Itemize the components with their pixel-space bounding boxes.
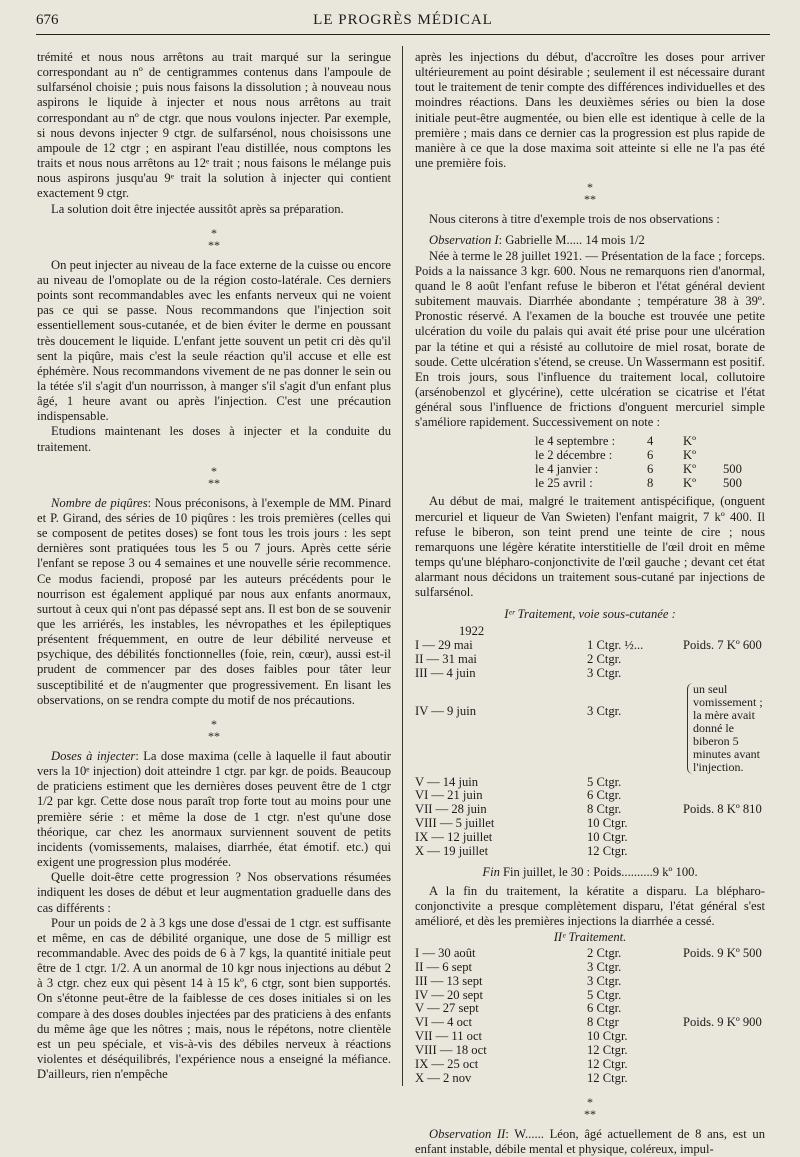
table-row: VI — 4 oct 8 Ctgr Poids. 9 Kº 900 [415, 1016, 762, 1030]
table-row: III — 4 juin 3 Ctgr. [415, 666, 622, 680]
table-row: X — 2 nov 12 Ctgr. [415, 1071, 628, 1085]
paragraph: après les injections du début, d'accroître les doses pour arriver ultérieurement au point désirable ; seulement il est nécessaire durant tout le traitement de tenir compte des différences individuelles et des moindres réactions. Dans les deuxièmes séries ou bien la dose initiale peut-être augmentée, ou bien elle est identique à celle de la première ; mais dans ce dernier cas la progression est plus rapide de manière à ce que la dose maxima soit atteinte si elle ne l'a pas été une première fois. [415, 50, 765, 171]
paragraph: Nous citerons à titre d'exemple trois de nos observations : [429, 212, 720, 227]
table-row: IV — 9 juin 3 Ctgr. [415, 704, 622, 718]
observation-heading: Observation I: Gabrielle M..... 14 mois 1/2 [429, 233, 645, 248]
paragraph-nombre-piqures: Nombre de piqûres: Nous préconisons, à l'exemple de MM. Pinard et P. Girand, des séries de 10 piqûres : les trois premières (celles qui se composent de petites doses) se font tous les trois jours : les sept dernières sont pratiquées tous les 5 ou 7 jours. Après cette série l'enfant se repose 3 ou 4 semaines et une nouvelle série recommence. Ce modus faciendi, proposé par les auteurs précédents pour le nourrison est également appliqué par nous aux enfants anormaux, surtout à ceux qui n'ont pas dépassé sept ans. Il est bon de se souvenir que les arriérés, les instables, les névropathes et les épileptiques présentent fréquemment, en outre de leur débilité nerveuse et psychique, des débilités fonctionnelles (foie, rein, cœur), aussi est-il prudent de commencer par des doses faibles pour tâter leur susceptibilité et de n'augmenter que progressivement. En lisant les observations, on se rendra compte du motif de nos précautions. [37, 495, 391, 707]
section-label: Doses à injecter [51, 748, 136, 763]
observation-label: Observation II [429, 1126, 506, 1141]
paragraph: trémité et nous nous arrêtons au trait marqué sur la seringue correspondant au nº de centigrammes contenus dans l'ampoule de sulfarsénol choisie ; puis nous faisons la dissolution ; à nouveau nous aspirons le liquide à injecter et nous nous arrêtons au trait correspondant au nº de ctgr. que nous voulons injecter. Par exemple, si nous devons injecter 9 ctgr. de sulfarsénol, nous choisissons une ampoule de 12 ctgr ; en aspirant l'eau distillée, nous comptons les traits et nous nous arrêtons au 12ᵉ trait ; nous faisons le mélange puis nous aspirons jusqu'au 9ᵉ trait la solution à injecter qui contient exactement 9 ctgr. [37, 50, 391, 201]
table-row: VIII — 5 juillet 10 Ctgr. [415, 817, 628, 831]
paragraph: Etudions maintenant les doses à injecter et la conduite du traitement. [37, 424, 391, 454]
section-separator: * ** [584, 180, 596, 207]
section-separator: * ** [208, 716, 220, 743]
paragraph: On peut injecter au niveau de la face externe de la cuisse ou encore au niveau de l'omoplate ou de la région costo-latérale. Ces derniers points sont recommandables avec les enfants nerveux qui ne voient pas ce qui se passe. Nous recommandons que l'injection soit essentiellement sous-cutanée, et de bien éviter le derme en poussant très doucement le liquide. L'enfant jette souvent un petit cri dès qu'il sent la piqûre, mais c'est la seule réaction qu'il accuse et elle est éphémère. Nous recommandons vivement de ne pas donner le sein ou la tétée s'il s'agit d'un nourrisson, à manger s'il s'agit d'un enfant plus âgé, 1 heure avant ou après l'injection. C'est une précaution indispensable. [37, 257, 391, 424]
side-note: un seul vomissement ; la mère avait donné le biberon 5 minutes avant l'injection. [687, 683, 765, 774]
table-row-with-note [415, 681, 765, 776]
weight-row: le 4 janvier : 6 Kº 500 [535, 462, 742, 477]
observation-label: Observation I [429, 233, 499, 248]
section-label: Nombre de piqûres [51, 495, 148, 510]
table-row: IX — 12 juillet 10 Ctgr. [415, 831, 628, 845]
table-row: V — 14 juin 5 Ctgr. [415, 775, 622, 789]
table-row: VI — 21 juin 6 Ctgr. [415, 789, 622, 803]
weight-row: le 4 septembre : 4 Kº [535, 434, 696, 449]
weight-row: le 25 avril : 8 Kº 500 [535, 476, 742, 491]
table-row: II — 31 mai 2 Ctgr. [415, 652, 622, 666]
weight-row: le 2 décembre : 6 Kº [535, 448, 696, 463]
treatment-1-title: Iᵉʳ Traitement, voie sous-cutanée : [504, 606, 676, 621]
right-column [415, 50, 765, 1157]
table-row: VII — 11 oct 10 Ctgr. [415, 1030, 628, 1044]
paragraph: Pour un poids de 2 à 3 kgs une dose d'essai de 1 ctgr. est suffisante et même, en cas de débilité organique, une dose de 5 milligr est recommandable. Avec des poids de 6 à 7 kgs, la quantité initiale peut être de 1 ctgr. 1/2. A un anormal de 10 kgr nous injections au début 2 à 3 ctgr. chez eux qui pèsent 14 à 15 kº, 6 ctgr, sont bien supportés. On s'étonne peut-être de la faiblesse de ces doses initiales si on les compare à des doses doubles injectées par des praticiens à des enfants du même âge que les nôtres ; mais, nous le répétons, notre clientèle est un peu spéciale, et vis-à-vis des débiles nerveux à réactions violentes et déséquilibrés, l'expérience nous a enseigné la méfiance. D'ailleurs, rien n'empêche [37, 915, 391, 1082]
paragraph-doses: Doses à injecter: La dose maxima (celle à laquelle il faut aboutir vers la 10ᵉ injection) doit atteindre 1 ctgr. par kgr. de poids. Beaucoup de praticiens estiment que les dernières doses peuvent être de 1 ctgr 1/2 par kgr. Cette dose nous paraît trop forte tout au moins pour une première série : et même la dose de 1 ctgr. n'est qu'une dose théorique, car chez les anormaux surviennent souvent de petits incidents (vomissements, malaises, diarrhée, état émotif. etc.) qui exigent une progression plus modérée. [37, 748, 391, 870]
section-separator: * ** [584, 1094, 596, 1121]
section-separator: * ** [208, 225, 220, 252]
weight-table [535, 434, 765, 490]
paragraph: Née à terme le 28 juillet 1921. — Présentation de la face ; forceps. Poids a la naissance 3 kgr. 600. Nous ne remarquons rien d'anormal, quand le 8 août l'enfant refuse le biberon et l'état général devient subitement mauvais. Diarrhée abondante ; température 38 à 39º. Pronostic réservé. A l'examen de la bouche est trouvée une petite ulcération du voile du palais qui avait été prise pour une ulcération par la tétine et qui a résisté au collutoire de miel rosat, borate de soude. Cette ulcération s'étend, se creuse. Un Wassermann est positif. En trois jours, sous l'influence du traitement local, collutoire (arsénobenzol et glycérine), cette ulcération se cicatrise et l'état général sous l'influence de frictions d'onguent mercuriel simple s'améliore rapidement. Successivement on note : [415, 248, 765, 430]
table-row: IX — 25 oct 12 Ctgr. [415, 1058, 628, 1072]
column-divider [402, 46, 403, 1086]
treatment-year: 1922 [459, 623, 485, 638]
left-column [37, 50, 391, 1082]
table-row: X — 19 juillet 12 Ctgr. [415, 845, 628, 859]
paragraph: A la fin du traitement, la kératite a disparu. La blépharo-conjonctivite a presque complètement disparu, l'état général s'est amélioré, et dès les premières injections la diarrhée a cessé. [415, 884, 765, 929]
table-row: VII — 28 juin 8 Ctgr. Poids. 8 Kº 810 [415, 803, 762, 817]
paragraph: Au début de mai, malgré le traitement antispécifique, (onguent mercuriel et liqueur de Van Swieten) l'enfant maigrit, 7 kº 400. Il refuse le biberon, son teint prend une teinte de cire ; nous remarquons une légère kératite interstitielle de l'œil droit en même temps qu'une blépharo-conjonctivite de l'œil gauche ; devant cet état alarmant nous décidons un traitement sous-cutané par injections de sulfarsénol. [415, 494, 765, 600]
table-row: IV — 20 sept 5 Ctgr. [415, 988, 622, 1002]
treatment-2-title: IIᵉ Traitement. [553, 929, 627, 944]
table-row: I — 29 mai 1 Ctgr. ½... Poids. 7 Kº 600 [415, 638, 762, 652]
table-row: VIII — 18 oct 12 Ctgr. [415, 1044, 628, 1058]
journal-title: LE PROGRÈS MÉDICAL [313, 12, 493, 28]
end-of-treatment-weight: Fin Fin juillet, le 30 : Poids..........9 kº 100. [482, 865, 698, 879]
page-header [36, 10, 770, 35]
table-row: III — 13 sept 3 Ctgr. [415, 974, 622, 988]
page-number: 676 [36, 12, 59, 28]
treatment-1-table [415, 639, 765, 859]
observation-2: Observation II: W...... Léon, âgé actuellement de 8 ans, est un enfant instable, débile mental et physique, coléreux, impul- [415, 1126, 765, 1156]
treatment-2-table [415, 947, 765, 1086]
table-row: I — 30 août 2 Ctgr. Poids. 9 Kº 500 [415, 946, 762, 960]
section-separator: * ** [208, 463, 220, 490]
paragraph: La solution doit être injectée aussitôt après sa préparation. [51, 201, 344, 216]
paragraph: Quelle doit-être cette progression ? Nos observations résumées indiquent les doses de début et leur augmentation graduelle dans des cas différents : [37, 870, 391, 915]
table-row: V — 27 sept 6 Ctgr. [415, 1002, 622, 1016]
table-row: II — 6 sept 3 Ctgr. [415, 960, 622, 974]
